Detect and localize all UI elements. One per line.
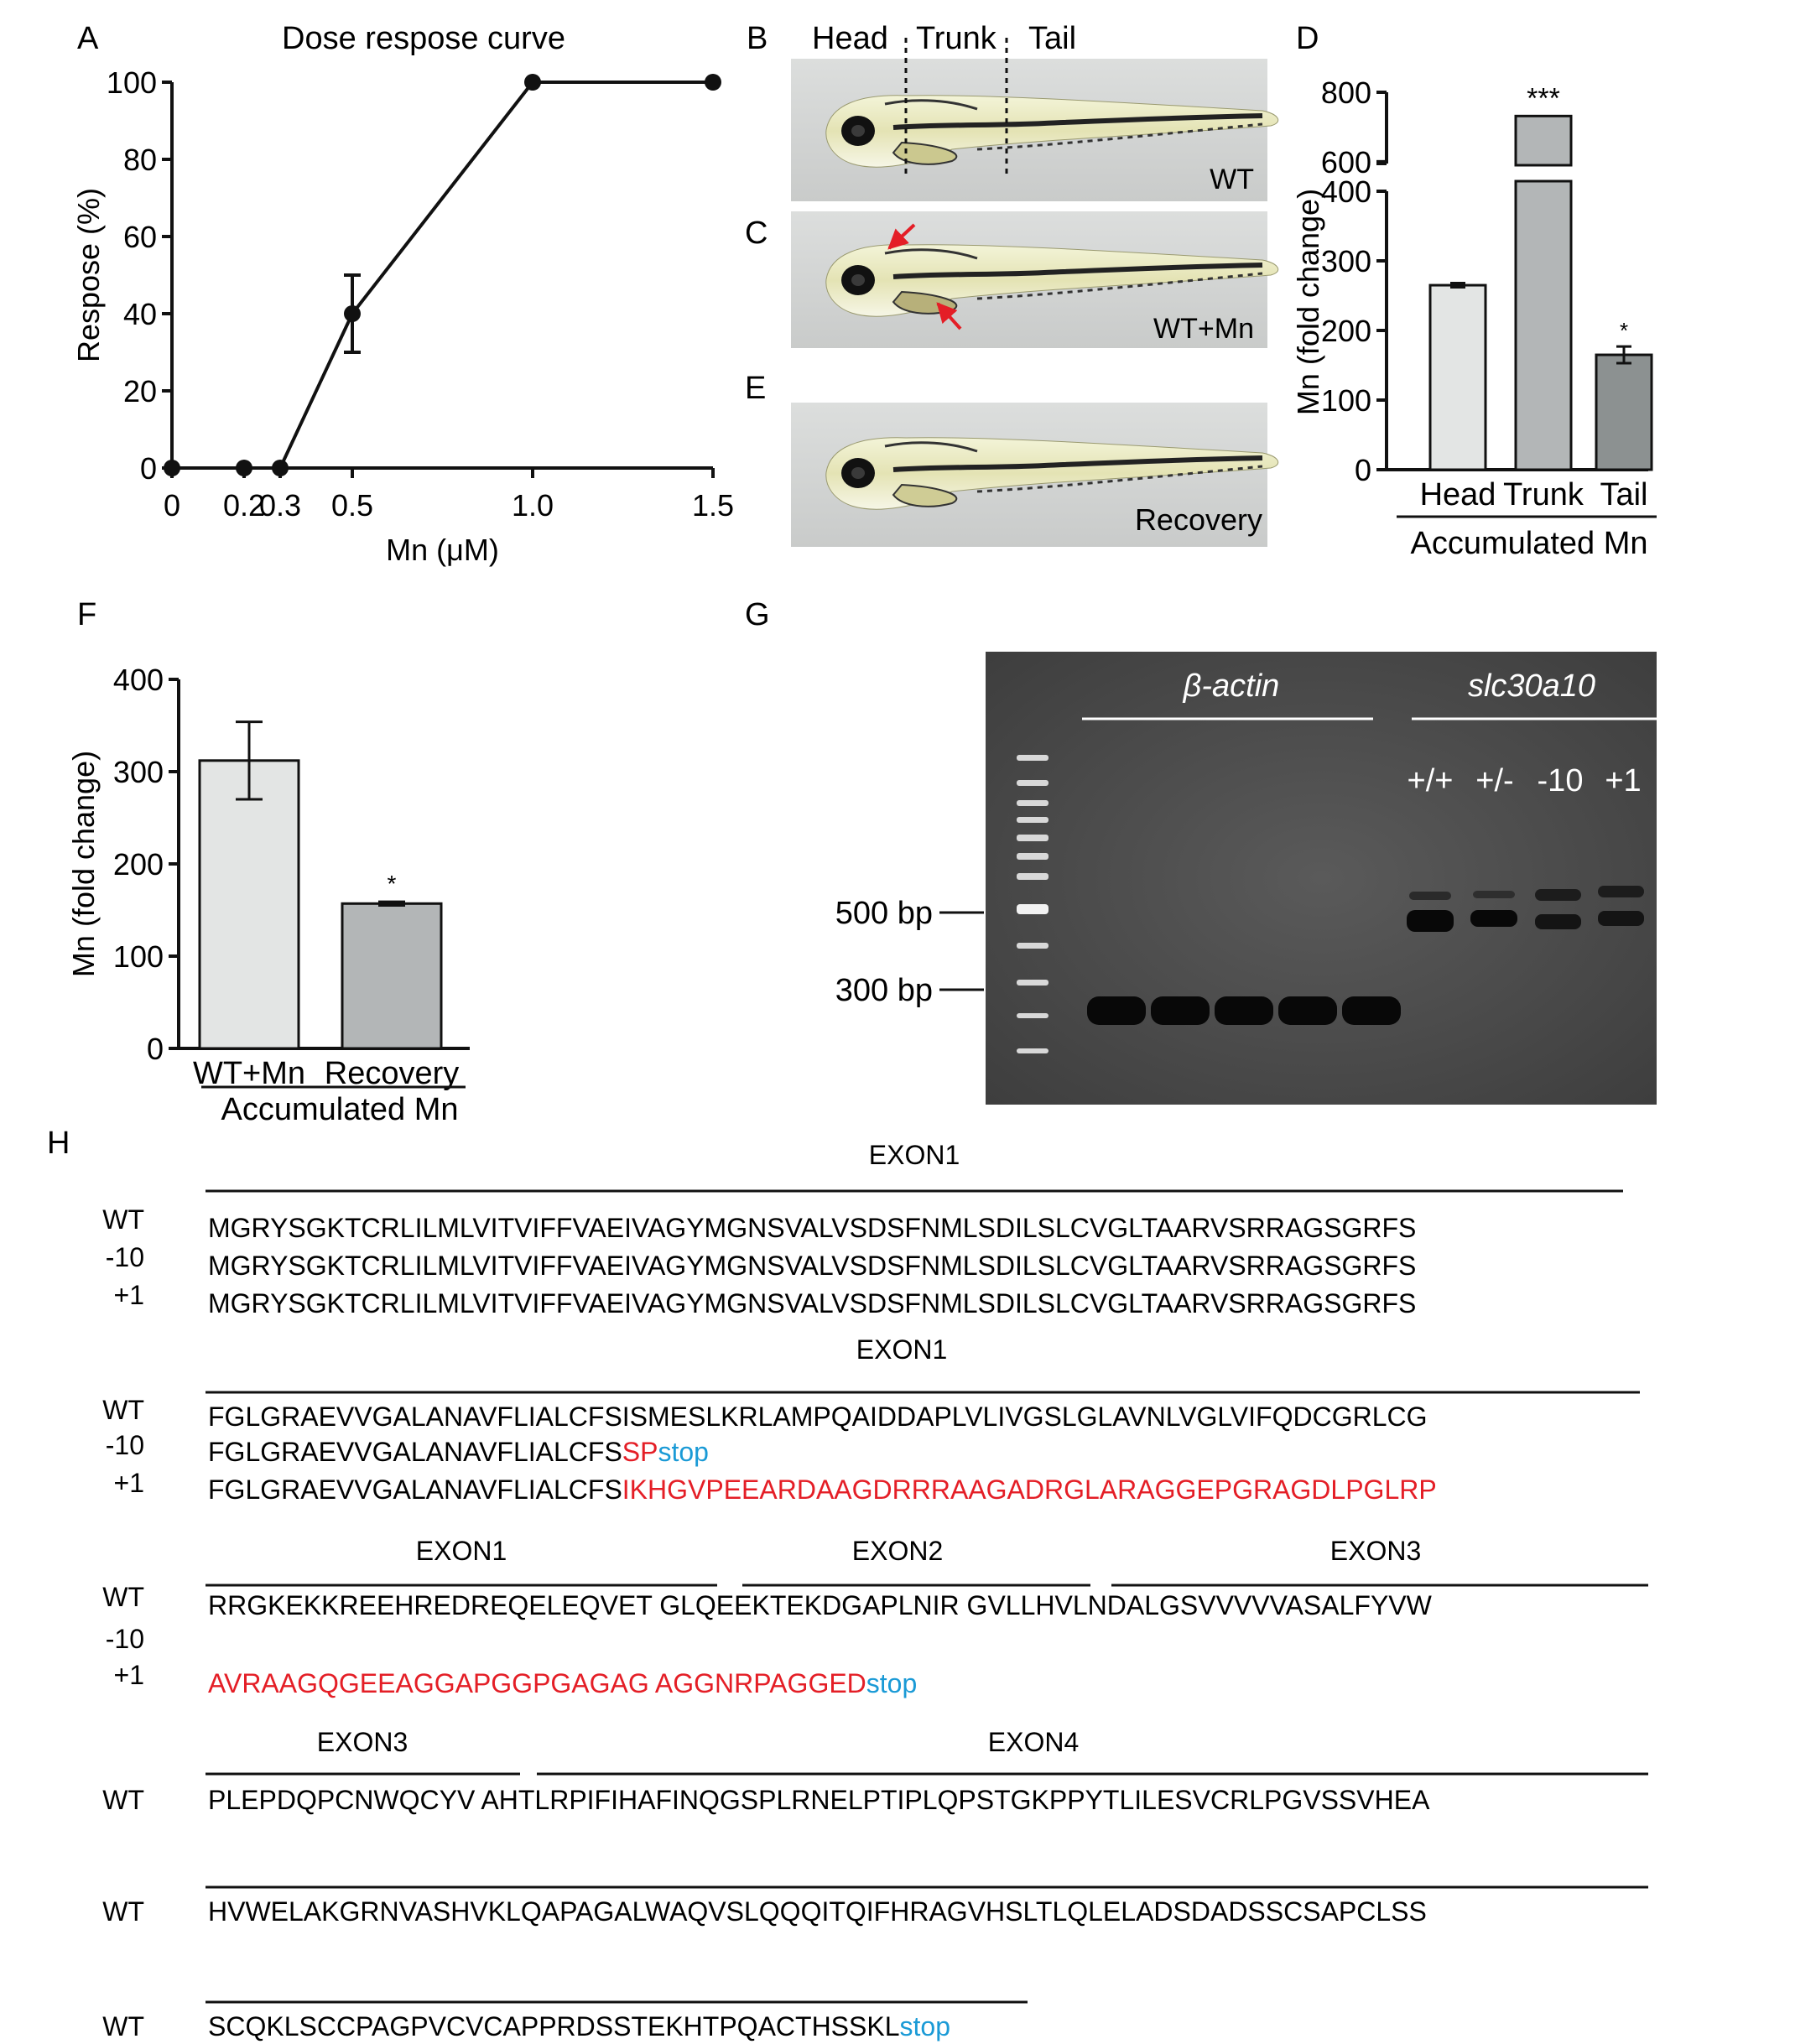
x-tick-label: 1.5 — [691, 488, 735, 523]
bar — [342, 903, 441, 1048]
sequence-text — [208, 1288, 1416, 1318]
bar — [1516, 181, 1571, 470]
bar — [1430, 285, 1486, 470]
gel-label-beta-actin: β-actin — [1183, 668, 1280, 704]
panel-label-C: C — [745, 216, 768, 251]
bar — [1596, 355, 1652, 470]
sequence-text — [208, 1896, 1427, 1927]
exon-label: EXON3 — [316, 1727, 408, 1757]
chart-d — [1291, 75, 1657, 561]
gel-marker-500: 500 bp — [835, 896, 933, 931]
chart-a — [71, 21, 734, 567]
sequence-segment: HVWELAKGRNVASHVKLQAPAGALWAQVSLQQQITQIFHRAGVHSLTLQLELADSDADSSCSAPCLSS — [208, 1896, 1427, 1927]
sequence-label: WT — [102, 1896, 144, 1927]
gel-genotype: +/+ — [1407, 763, 1454, 798]
y-tick-label: 40 — [122, 297, 157, 331]
exon-label: EXON4 — [987, 1727, 1080, 1757]
exon-label: EXON1 — [856, 1334, 948, 1365]
sequence-segment: RRGKEKKREEHREDREQELEQVET GLQEEKTEKDGAPLNIR GVLLHVLNDALGSVVVVVASALFYVW — [208, 1590, 1432, 1620]
sequence-label: +1 — [113, 1468, 144, 1498]
sequence-segment: FGLGRAEVVGALANAVFLIALCFS — [208, 1437, 622, 1467]
sequence-text — [208, 1251, 1416, 1281]
sequence-label: +1 — [113, 1280, 144, 1310]
y-tick-label: 0 — [146, 1032, 164, 1066]
sequence-segment: stop — [866, 1668, 918, 1698]
bar-upper — [1516, 116, 1571, 165]
sequence-text — [208, 1668, 917, 1698]
sequence-text — [208, 1474, 1437, 1505]
y-tick-label: 300 — [1320, 244, 1371, 278]
sequence-segment: stop — [899, 2011, 950, 2041]
x-tick-label: Recovery — [324, 1056, 460, 1091]
y-tick-label: 100 — [106, 65, 157, 100]
series-line — [172, 82, 713, 468]
sequence-segment: stop — [658, 1437, 709, 1467]
sequence-label: -10 — [105, 1624, 144, 1654]
y-axis-label: Mn (fold change) — [1291, 188, 1325, 416]
y-tick-label: 400 — [1320, 174, 1371, 209]
chart-title: Dose respose curve — [282, 21, 565, 56]
y-axis-label: Respose (%) — [71, 187, 106, 363]
sequence-segment: IKHGVPEEARDAAGDRRRAAGADRGLARAGGEPGRAGDLPGLRP — [622, 1474, 1437, 1505]
fish-region-trunk: Trunk — [916, 21, 996, 56]
y-tick-label: 200 — [112, 847, 164, 882]
x-tick-label: Trunk — [1503, 477, 1584, 512]
sequence-text — [208, 1785, 1430, 1815]
y-tick-label: 20 — [122, 374, 157, 408]
x-tick-label: WT+Mn — [192, 1056, 306, 1091]
exon-label: EXON2 — [851, 1536, 944, 1566]
y-tick-label: 400 — [112, 663, 164, 697]
gel-bands-beta-actin — [1087, 996, 1401, 1025]
y-tick-label: 100 — [1320, 383, 1371, 418]
bar — [200, 761, 299, 1048]
panel-label-G: G — [745, 597, 770, 632]
sequence-text — [208, 1213, 1416, 1243]
sequence-segment: MGRYSGKTCRLILMLVITVIFFVAEIVAGYMGNSVALVSDSFNMLSDILSLCVGLTAARVSRRAGSGRFS — [208, 1251, 1417, 1281]
x-axis-label: Accumulated Mn — [1410, 526, 1648, 561]
sequence-label: WT — [102, 1785, 144, 1815]
sequence-text — [208, 1402, 1427, 1432]
x-tick-label: 0.3 — [258, 488, 302, 523]
x-tick-label: 1.0 — [511, 488, 554, 523]
fish-region-tail: Tail — [1028, 21, 1077, 56]
exon-label: EXON3 — [1329, 1536, 1422, 1566]
x-tick-label: 0.2 — [222, 488, 266, 523]
significance-mark: *** — [1527, 82, 1560, 115]
y-tick-label: 80 — [122, 143, 157, 177]
y-axis-label: Mn (fold change) — [66, 750, 101, 978]
sequence-segment: FGLGRAEVVGALANAVFLIALCFSISMESLKRLAMPQAIDDAPLVLIVGSLGLAVNLVGLVIFQDCGRLCG — [208, 1402, 1428, 1432]
significance-mark: * — [387, 871, 397, 897]
gel-marker-300: 300 bp — [835, 973, 933, 1008]
fish-region-head: Head — [812, 21, 888, 56]
sequence-label: -10 — [105, 1242, 144, 1272]
sequence-text — [208, 1437, 709, 1467]
y-tick-label: 0 — [1354, 453, 1371, 487]
y-tick-label: 800 — [1320, 75, 1371, 110]
data-point — [164, 460, 180, 476]
sequence-segment: MGRYSGKTCRLILMLVITVIFFVAEIVAGYMGNSVALVSDSFNMLSDILSLCVGLTAARVSRRAGSGRFS — [208, 1213, 1417, 1243]
fish-caption-recovery: Recovery — [1134, 502, 1262, 537]
fish-photo-b — [791, 21, 1278, 201]
gel-genotype: -10 — [1537, 763, 1584, 798]
y-tick-label: 60 — [122, 220, 157, 254]
panel-label-B: B — [747, 21, 768, 56]
y-tick-label: 100 — [112, 939, 164, 974]
data-point — [272, 460, 289, 476]
y-tick-label: 600 — [1320, 144, 1371, 179]
sequence-label: -10 — [105, 1430, 144, 1460]
sequence-segment: MGRYSGKTCRLILMLVITVIFFVAEIVAGYMGNSVALVSDSFNMLSDILSLCVGLTAARVSRRAGSGRFS — [208, 1288, 1417, 1318]
x-axis-label: Mn (μM) — [386, 533, 499, 567]
y-tick-label: 200 — [1320, 314, 1371, 348]
sequence-label: WT — [102, 1395, 144, 1425]
data-point — [344, 305, 361, 322]
significance-mark: * — [1619, 318, 1629, 344]
gel-genotype: +1 — [1605, 763, 1642, 798]
sequence-label: WT — [102, 2011, 144, 2041]
x-tick-label: Tail — [1600, 477, 1648, 512]
gel-label-slc30a10: slc30a10 — [1467, 668, 1596, 704]
panel-label-H: H — [47, 1126, 70, 1161]
fish-caption-wt: WT — [1210, 164, 1254, 195]
x-tick-label: 0 — [163, 488, 181, 523]
chart-f — [66, 663, 470, 1127]
panel-label-F: F — [77, 597, 97, 632]
x-axis-label: Accumulated Mn — [221, 1092, 459, 1127]
fish-photo-e — [791, 403, 1278, 547]
sequence-label: WT — [102, 1204, 144, 1235]
data-point — [705, 74, 721, 91]
exon-label: EXON1 — [415, 1536, 507, 1566]
sequence-label: WT — [102, 1582, 144, 1612]
x-tick-label: 0.5 — [330, 488, 374, 523]
x-tick-label: Head — [1419, 477, 1496, 512]
fish-photo-c — [791, 211, 1278, 348]
data-point — [524, 74, 541, 91]
sequence-label: +1 — [113, 1660, 144, 1690]
y-tick-label: 0 — [139, 451, 157, 486]
panel-label-E: E — [745, 371, 767, 406]
sequence-segment: AVRAAGQGEEAGGAPGGPGAGAG AGGNRPAGGED — [208, 1668, 866, 1698]
exon-label: EXON1 — [868, 1140, 960, 1170]
sequence-segment: FGLGRAEVVGALANAVFLIALCFS — [208, 1474, 622, 1505]
gel-genotype: +/- — [1475, 763, 1514, 798]
fish-caption-wt-mn: WT+Mn — [1153, 313, 1254, 345]
sequence-text — [208, 2011, 950, 2041]
data-point — [236, 460, 252, 476]
sequence-segment: SCQKLSCCPAGPVCVCAPPRDSSTEKHTPQACTHSSKL — [208, 2011, 900, 2041]
sequence-text — [208, 1590, 1433, 1620]
sequence-segment: PLEPDQPCNWQCYV AHTLRPIFIHAFINQGSPLRNELPTIPLQPSTGKPPYTLILESVCRLPGVSSVHEA — [208, 1785, 1430, 1815]
sequence-alignment — [102, 1140, 1648, 2041]
panel-label-A: A — [77, 21, 99, 56]
panel-label-D: D — [1296, 21, 1319, 56]
y-tick-label: 300 — [112, 755, 164, 789]
sequence-segment: SP — [622, 1437, 658, 1467]
gel-image — [986, 652, 1657, 1105]
